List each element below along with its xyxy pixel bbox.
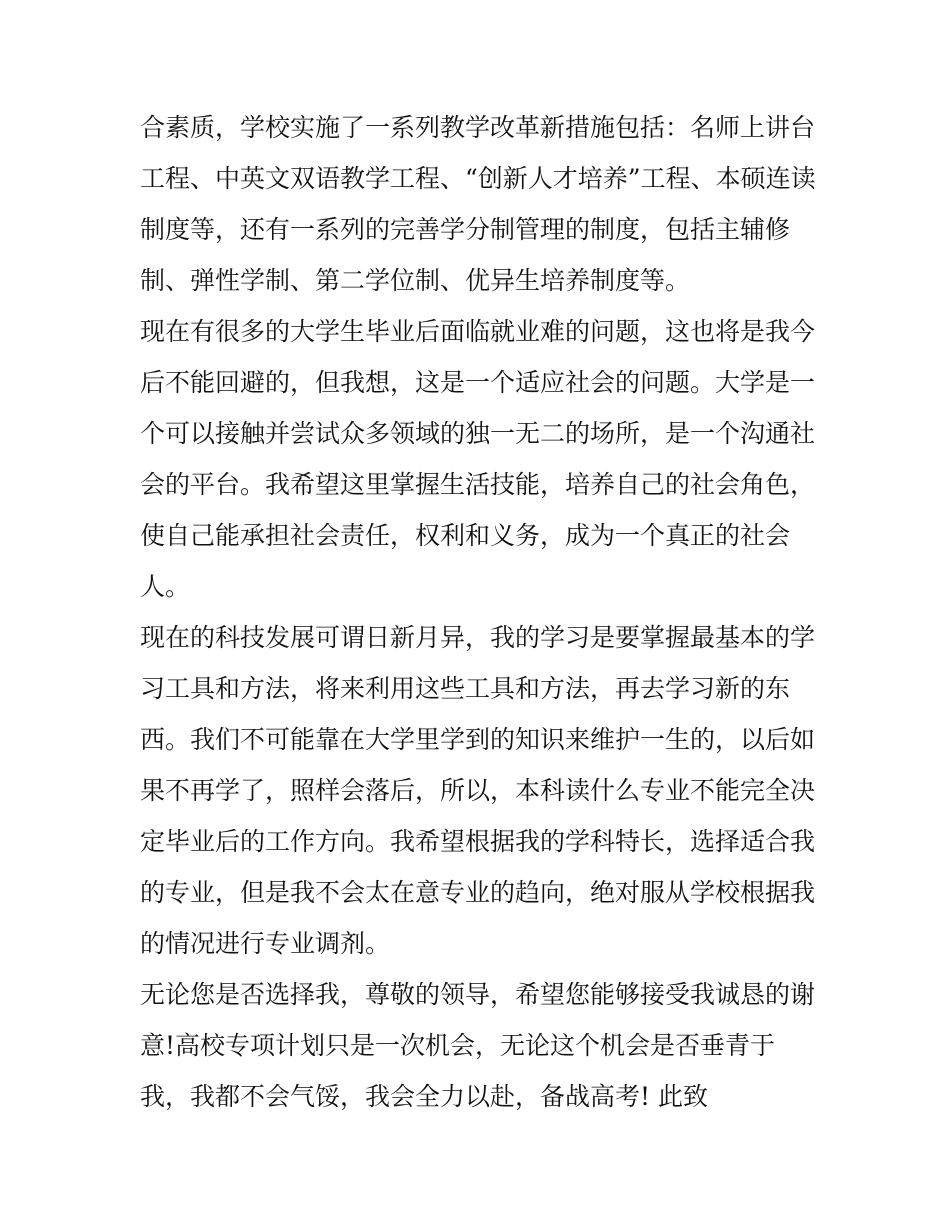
text-line: 定毕业后的工作方向。我希望根据我的学科特长，选择适合我: [140, 827, 816, 856]
text-line: 使自己能承担社会责任，权利和义务，成为一个真正的社会: [140, 521, 791, 550]
text-line: 我，我都不会气馁，我会全力以赴，备战高考! 此致: [140, 1082, 708, 1111]
text-line: 现在的科技发展可谓日新月异，我的学习是要掌握最基本的学: [140, 623, 816, 652]
text-line: 会的平台。我希望这里掌握生活技能，培养自己的社会角色，: [140, 470, 816, 499]
text-line: 后不能回避的，但我想，这是一个适应社会的问题。大学是一: [140, 368, 816, 397]
text-line: 合素质，学校实施了一系列教学改革新措施包括：名师上讲台: [140, 113, 816, 142]
text-line: 无论您是否选择我，尊敬的领导，希望您能够接受我诚恳的谢: [140, 980, 816, 1009]
text-line: 西。我们不可能靠在大学里学到的知识来维护一生的，以后如: [140, 725, 816, 754]
text-line: 制、弹性学制、第二学位制、优异生培养制度等。: [140, 266, 691, 295]
text-line: 的情况进行专业调剂。: [140, 929, 391, 958]
text-line: 意!高校专项计划只是一次机会，无论这个机会是否垂青于: [140, 1031, 776, 1060]
text-line: 习工具和方法，将来利用这些工具和方法，再去学习新的东: [140, 674, 791, 703]
text-line: 果不再学了，照样会落后，所以，本科读什么专业不能完全决: [140, 776, 816, 805]
text-line: 制度等，还有一系列的完善学分制管理的制度，包括主辅修: [140, 215, 791, 244]
text-line: 个可以接触并尝试众多领域的独一无二的场所，是一个沟通社: [140, 419, 816, 448]
text-line: 的专业，但是我不会太在意专业的趋向，绝对服从学校根据我: [140, 878, 816, 907]
text-line: 人。: [140, 572, 191, 601]
document-body: [140, 102, 820, 1122]
text-line: 现在有很多的大学生毕业后面临就业难的问题，这也将是我今: [140, 317, 816, 346]
text-line: 工程、中英文双语教学工程、“创新人才培养”工程、本硕连读: [140, 164, 816, 193]
